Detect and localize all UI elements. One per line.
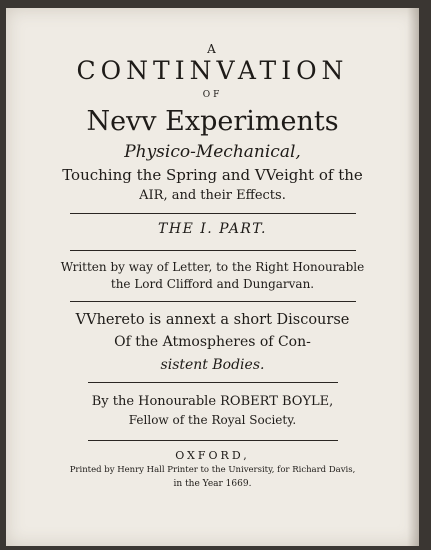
- divider-1: [70, 213, 356, 214]
- author-line-1: By the Honourable ROBERT BOYLE,: [91, 394, 334, 409]
- author-line-2: Fellow of the Royal Society.: [128, 413, 297, 427]
- imprint-city: OXFORD,: [175, 449, 250, 462]
- title-new-experiments: Nevv Experiments: [86, 106, 339, 137]
- imprint-line-2: in the Year 1669.: [173, 479, 252, 489]
- letter-line-1: Written by way of Letter, to the Right Honourable: [60, 260, 365, 274]
- divider-4: [88, 382, 338, 383]
- title-a: A: [207, 42, 218, 56]
- divider-3: [70, 301, 356, 302]
- annex-line-2: Of the Atmospheres of Con-: [114, 334, 311, 350]
- divider-2: [70, 250, 356, 251]
- title-of: OF: [202, 90, 223, 100]
- title-continuation: CONTINVATION: [76, 56, 349, 85]
- annex-line-3: sistent Bodies.: [160, 357, 265, 373]
- title-air: AIR, and their Effects.: [139, 188, 286, 203]
- title-page: [6, 8, 419, 546]
- letter-line-2: the Lord Clifford and Dungarvan.: [110, 277, 315, 291]
- title-physico-mechanical: Physico-Mechanical,: [124, 142, 301, 162]
- annex-line-1: VVhereto is annext a short Discourse: [75, 312, 350, 328]
- divider-5: [88, 440, 338, 441]
- part-heading: THE I. PART.: [158, 221, 267, 237]
- title-touching: Touching the Spring and VVeight of the: [62, 166, 363, 184]
- imprint-line-1: Printed by Henry Hall Printer to the University, for Richard Davis,: [69, 465, 356, 475]
